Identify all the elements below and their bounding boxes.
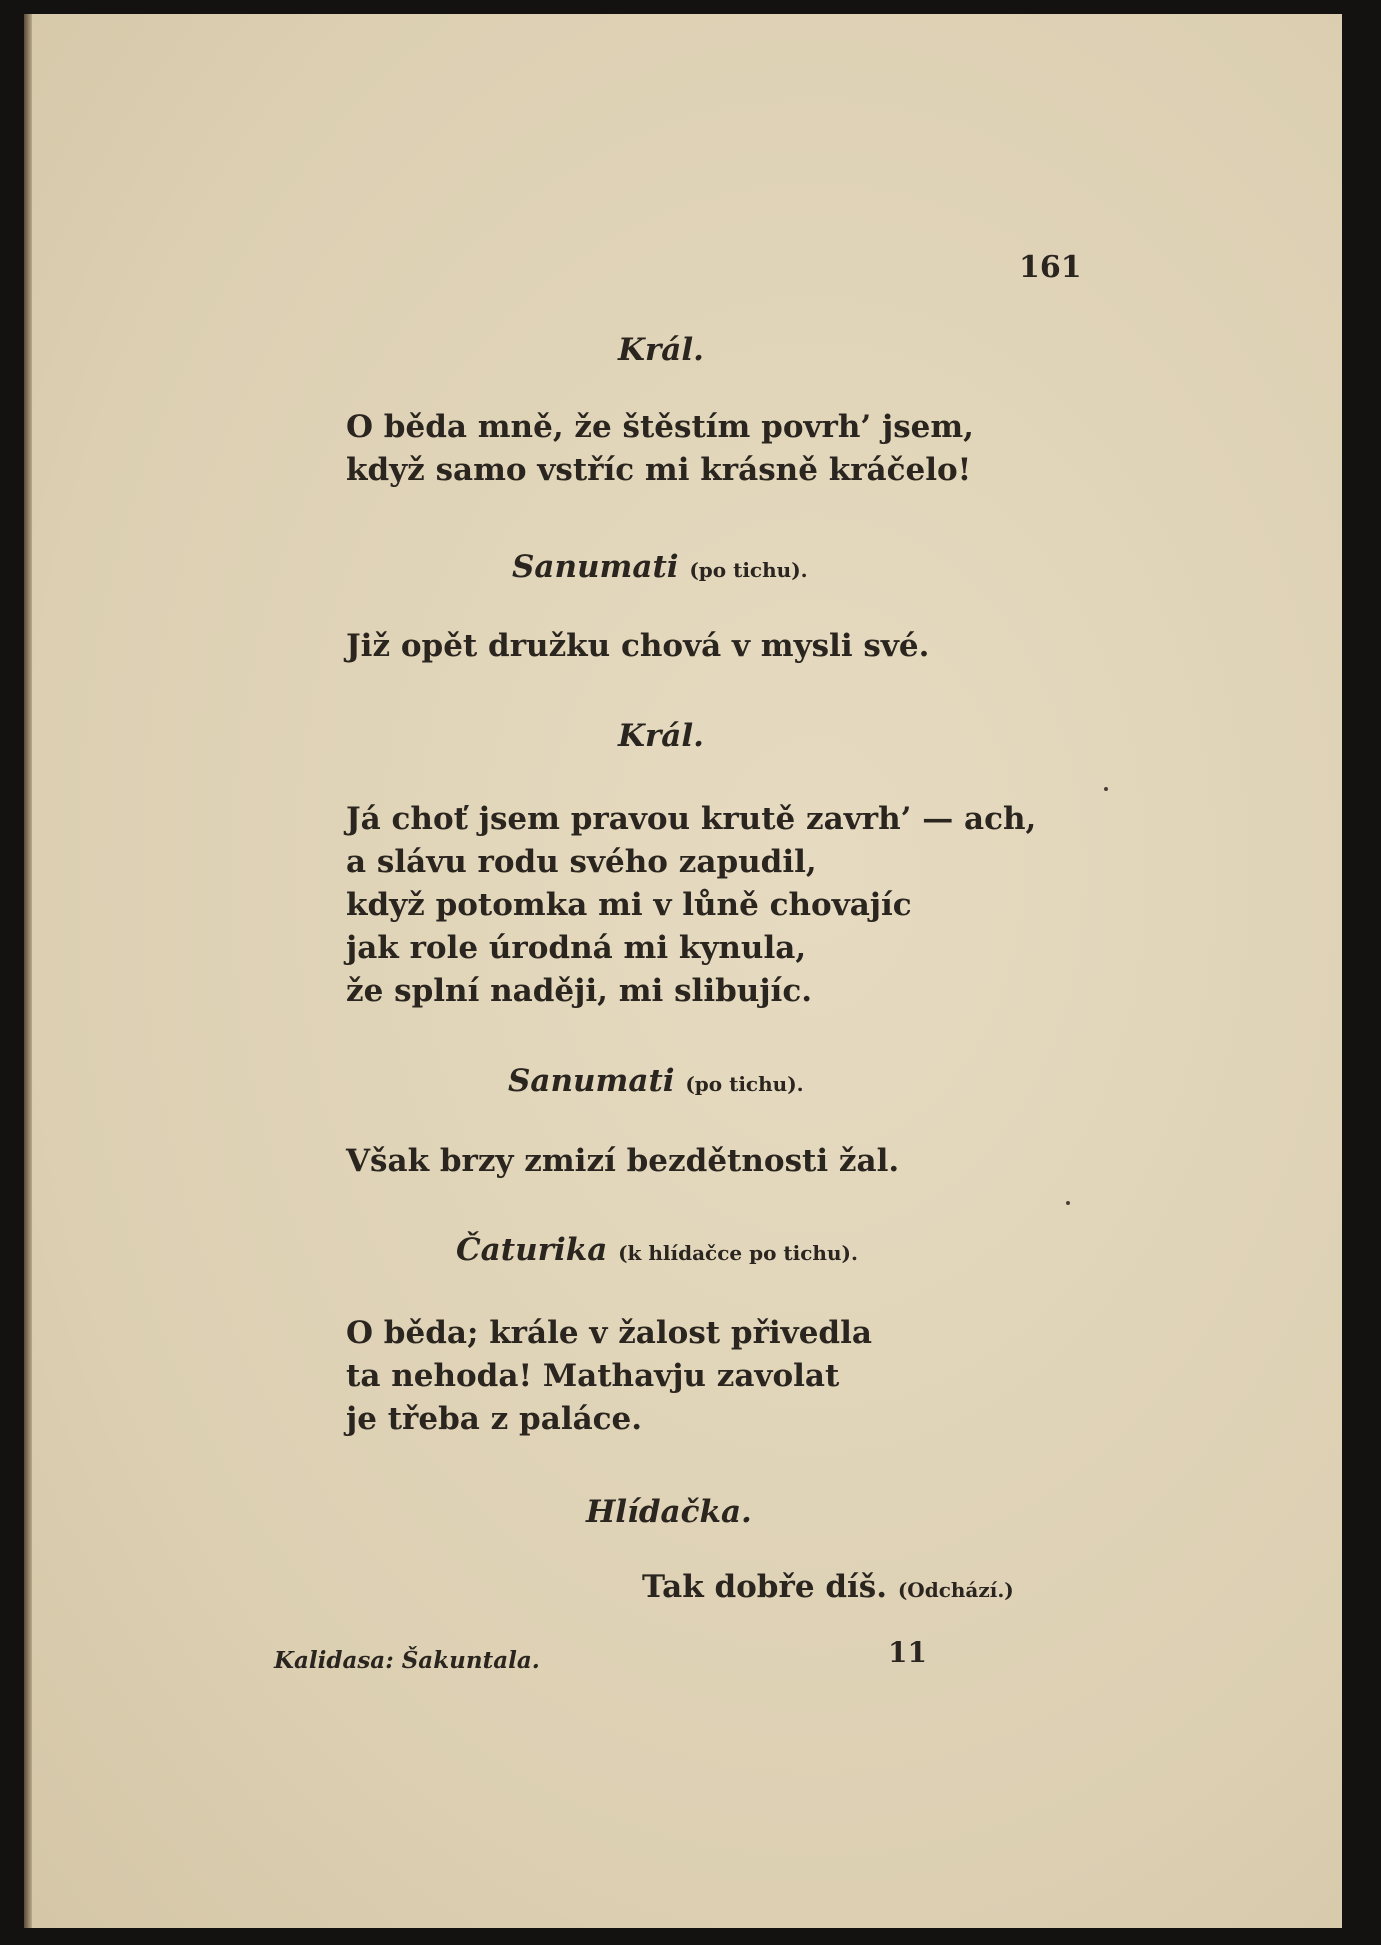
speaker-label: Král. [618, 718, 704, 754]
verse-line: O běda; krále v žalost přivedla [346, 1315, 872, 1351]
stage-direction: (Odchází.) [897, 1578, 1014, 1602]
book-spine-edge [24, 14, 32, 1928]
paper-speck [1066, 1201, 1070, 1205]
verse-line: že splní naději, mi slibujíc. [346, 973, 812, 1009]
speaker-label: Král. [618, 332, 704, 368]
stage-direction: (po tichu). [685, 1072, 804, 1096]
page-number: 161 [1019, 250, 1082, 285]
verse-line: a slávu rodu svého zapudil, [346, 844, 817, 880]
verse-block [346, 798, 1036, 1013]
verse-line-text: Tak dobře díš. [642, 1569, 888, 1605]
book-page [24, 14, 1342, 1928]
verse-line: Já choť jsem pravou krutě zavrh’ — ach, [346, 801, 1037, 837]
verse-block [346, 1140, 899, 1183]
verse-line: když samo vstříc mi krásně kráčelo! [346, 452, 972, 488]
speaker-label [512, 549, 808, 585]
verse-block [346, 625, 929, 668]
verse-block [346, 1312, 872, 1441]
speaker-label [508, 1063, 804, 1099]
verse-line: Již opět družku chová v mysli své. [346, 628, 930, 664]
verse-line: jak role úrodná mi kynula, [346, 930, 807, 966]
verse-line [642, 1566, 1014, 1612]
verse-line: když potomka mi v lůně chovajíc [346, 887, 912, 923]
speaker-label: Hlídačka. [586, 1494, 752, 1530]
speaker-name: Sanumati [508, 1063, 675, 1099]
speaker-name: Sanumati [512, 549, 679, 585]
verse-block [346, 406, 974, 492]
paper-speck [1104, 787, 1108, 791]
verse-line: ta nehoda! Mathavju zavolat [346, 1358, 840, 1394]
verse-line: Však brzy zmizí bezdětnosti žal. [346, 1143, 900, 1179]
verse-line: O běda mně, že štěstím povrh’ jsem, [346, 409, 974, 445]
verse-block [642, 1566, 1014, 1612]
speaker-label [456, 1232, 858, 1268]
stage-direction: (k hlídačce po tichu). [618, 1241, 858, 1265]
verse-line: je třeba z paláce. [346, 1401, 643, 1437]
speaker-name: Čaturika [456, 1232, 608, 1268]
footer-signature-mark: 11 [888, 1636, 927, 1669]
footer-book-title: Kalidasa: Šakuntala. [274, 1647, 540, 1674]
stage-direction: (po tichu). [689, 558, 808, 582]
